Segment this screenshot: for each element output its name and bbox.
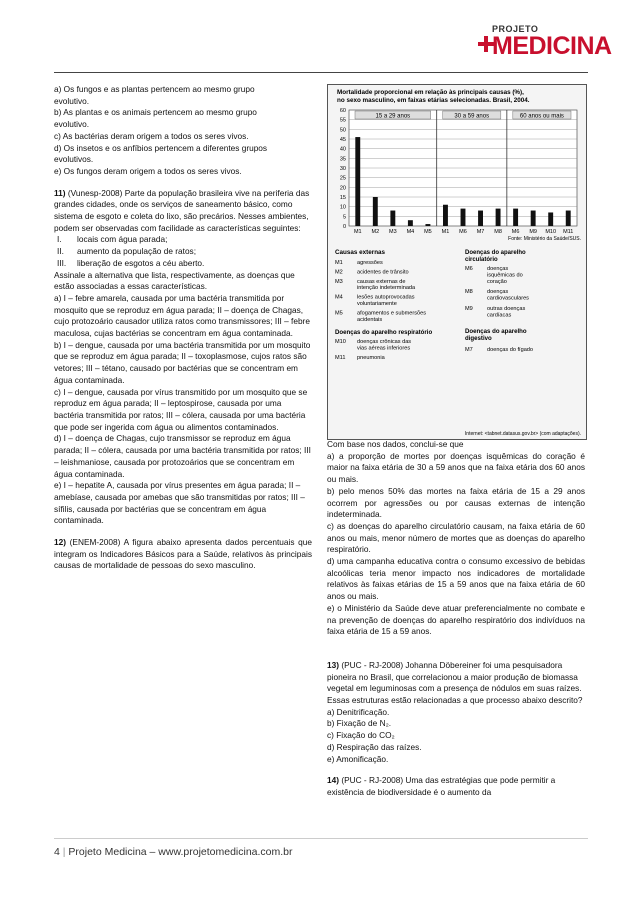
legend-code: M6: [465, 266, 473, 272]
question-number: 14): [327, 775, 339, 786]
question-number: 12): [54, 537, 66, 548]
x-tick-label: M1: [441, 229, 450, 235]
legend-desc: pneumonia: [357, 355, 385, 361]
bar-chart: [340, 108, 577, 235]
y-tick-label: 45: [339, 137, 346, 143]
figure-title-1: Mortalidade proporcional em relação às principais causas (%),: [337, 89, 524, 96]
y-tick-label: 30: [339, 166, 346, 172]
legend-code: M2: [335, 269, 343, 276]
question-intro: (PUC - RJ-2008) Uma das estratégias que pode permitir a existência de biodiversidade é o aumento da: [327, 775, 556, 797]
y-tick-label: 5: [342, 214, 346, 221]
x-tick-label: M6: [459, 229, 467, 235]
age-group-label: 30 a 59 anos: [454, 113, 490, 120]
logo-projeto-text: PROJETO: [492, 24, 539, 34]
list-item: I. locais com água parada;: [57, 234, 168, 245]
logo-medicina-text: MEDICINA: [492, 32, 612, 60]
option-b: b) I – dengue, causada por uma bactéria transmitida por um mosquito que se reproduz em água parada; II – toxoplasmose, cujos ratos são vetores; III – tétano, causado por bactérias que se concentram em água contaminada.: [54, 339, 311, 385]
list-item: II. aumento da população de ratos;: [57, 246, 197, 257]
bar-m11: [566, 211, 571, 226]
legend-desc: afogamentos e submersões acidentais: [357, 310, 427, 323]
age-group-label: 15 a 29 anos: [375, 113, 411, 120]
right-column: [327, 439, 585, 799]
option-line: evolutivo.: [54, 95, 90, 106]
x-tick-label: M5: [424, 229, 432, 235]
question-conclusion: Com base nos dados, conclui-se que: [327, 439, 464, 449]
mortality-figure: [327, 84, 587, 440]
legend-desc: lesões autoprovocadas voluntariamente: [357, 294, 415, 307]
x-tick-label: M3: [389, 229, 397, 235]
y-tick-label: 55: [339, 117, 346, 124]
legend-desc: doenças isquêmicas do coração: [487, 266, 523, 285]
footer-text: Projeto Medicina – www.projetomedicina.com.br: [68, 846, 293, 858]
legend-code: M10: [335, 339, 346, 346]
legend-head-digestive: Doenças do aparelho digestivo: [465, 327, 527, 342]
age-group-label: 60 anos ou mais: [519, 113, 564, 120]
legend-code: M8: [465, 289, 473, 296]
x-tick-label: M4: [406, 229, 415, 235]
legend-desc: doenças crônicas das vias aéreas inferiores: [357, 339, 412, 352]
figure-title-2: no sexo masculino, em faixas etárias selecionadas. Brasil, 2004.: [337, 97, 530, 104]
question-number: 11): [54, 187, 66, 198]
option-e: e) Amonificação.: [327, 753, 389, 764]
bar-m9: [531, 211, 536, 226]
option-d: d) uma campanha educativa contra o consumo excessivo de bebidas alcoólicas teria menor impacto nos indicadores de mortalidade relativos às faixas etárias de 15 a 59 anos que na faixa etária de 60 anos ou mais.: [327, 556, 585, 602]
legend-desc: doenças do fígado: [487, 346, 534, 353]
question-11: [54, 188, 312, 235]
legend-desc: causas externas de intenção indeterminada: [357, 278, 416, 292]
option-line: d) Os insetos e os anfíbios pertencem a diferentes grupos: [54, 142, 268, 153]
option-a: a) a proporção de mortes por doenças isquêmicas do coração é maior na faixa etária de 30 a 59 anos que na faixa etária dos 60 anos ou mais.: [327, 450, 585, 485]
footer-separator: |: [62, 846, 66, 858]
header-rule: [54, 72, 588, 73]
bar-m5: [425, 224, 430, 226]
y-tick-label: 15: [339, 195, 346, 201]
question-intro: (Vunesp-2008) Parte da população brasileira vive na periferia das grandes cidades, onde os serviços de saneamento básico, como sistema de esgoto e coleta do lixo, são precários. Nesses ambientes, podem ser observadas com facilidade as características seguintes:: [54, 187, 310, 233]
x-tick-label: M1: [353, 229, 362, 235]
bar-m1: [355, 137, 360, 226]
list-item: III. liberação de esgotos a céu aberto.: [57, 257, 205, 268]
page-footer: [54, 846, 293, 858]
legend-code: M1: [335, 260, 343, 266]
option-c: c) Fixação do CO₂: [327, 730, 395, 741]
bar-m8: [496, 209, 501, 226]
option-line: b) As plantas e os animais pertencem ao mesmo grupo: [54, 107, 257, 118]
option-c: c) I – dengue, causada por vírus transmitido por um mosquito que se reproduz em água parada; II – leptospirose, causada por uma bactéria transmitida por ratos; III – cólera, causada por uma bactéria que pode ser ingerida com água ou alimentos contaminados.: [54, 386, 308, 432]
option-b: b) pelo menos 50% das mortes na faixa etária de 15 a 29 anos ocorrem por agressões ou por causas externas de intenção indeterminada.: [327, 485, 585, 520]
legend-code: M7: [465, 346, 473, 353]
y-tick-label: 25: [339, 175, 346, 182]
site-logo: [478, 18, 612, 66]
page-number: 4: [54, 846, 60, 858]
legend-desc: acidentes de trânsito: [357, 269, 409, 276]
question-number: 13): [327, 659, 339, 670]
x-tick-label: M6: [511, 229, 520, 235]
bar-m3: [390, 211, 395, 226]
legend-head-respiratory: Doenças do aparelho respiratório: [335, 329, 433, 337]
y-tick-label: 40: [339, 146, 346, 153]
x-tick-label: M9: [529, 229, 537, 235]
legend-code: M5: [335, 310, 343, 317]
question-14: [327, 775, 585, 798]
bar-m6: [461, 209, 466, 226]
y-tick-label: 35: [339, 156, 346, 163]
x-tick-label: M2: [371, 229, 380, 235]
bar-m6: [513, 209, 518, 226]
bar-m1: [443, 205, 448, 226]
question-intro: (ENEM-2008) A figura abaixo apresenta dados percentuais que integram os Indicadores Básicos para a Saúde, relativos às principais causas de mortalidade de pessoas do sexo masculino.: [54, 537, 312, 571]
option-line: evolutivos.: [54, 154, 94, 165]
legend-desc: agressões: [357, 260, 383, 266]
y-tick-label: 20: [339, 185, 346, 192]
legend-desc: outras doenças cardíacas: [487, 306, 526, 319]
option-a: a) I – febre amarela, causada por uma bactéria transmitida por mosquito que se reproduz em água parada; II – doença de Chagas, cujo protozoário causador utiliza ratos como transmissores; III – febre maculosa, cujas bactérias se concentram em água contaminada.: [54, 292, 310, 339]
x-tick-label: M7: [476, 229, 485, 235]
legend-head-external: Causas externas: [335, 249, 386, 256]
option-d: d) I – doença de Chagas, cujo transmissor se reproduz em água parada; II – cólera, causada por uma bactéria transmitida por ratos; III – leishmaniose, causada por protozoários que se concentram em água contaminada.: [54, 433, 311, 479]
option-line: evolutivo.: [54, 119, 90, 130]
option-d: d) Respiração das raízes.: [327, 741, 422, 752]
figure-source: Fonte: Ministério da Saúde/SUS.: [508, 236, 581, 242]
y-tick-label: 60: [339, 108, 346, 114]
figure-credit: Internet: <tabnet.datasus.gov.br> (com adaptações).: [464, 431, 581, 437]
x-tick-label: M8: [494, 229, 502, 235]
question-13: [327, 660, 585, 695]
question-stem: Essas estruturas estão relacionadas a que processo abaixo descrito?: [327, 695, 583, 706]
bar-m10: [548, 212, 553, 226]
option-a: a) Denitrificação.: [327, 706, 390, 717]
bar-m2: [373, 197, 378, 226]
option-e: e) I – hepatite A, causada por vírus presentes em água parada; II – amebíase, causada por amebas que são transmitidas por ratos; III – sífilis, causada por bactérias que se concentram em água contaminada.: [54, 480, 305, 526]
option-line: a) Os fungos e as plantas pertencem ao mesmo grupo: [54, 84, 255, 94]
x-tick-label: M10: [545, 229, 557, 235]
bar-m7: [478, 211, 483, 226]
x-tick-label: M11: [563, 229, 574, 235]
legend-code: M3: [335, 278, 343, 285]
legend-desc: doenças cardiovasculares: [487, 289, 529, 302]
bar-m4: [408, 220, 413, 226]
option-b: b) Fixação de N₂.: [327, 718, 392, 729]
footer-rule: [54, 838, 588, 839]
option-e: e) o Ministério da Saúde deve atuar preferencialmente no combate e na prevenção de doenças do aparelho respiratório dos indivíduos na faixa etária de 15 a 59 anos.: [327, 602, 585, 637]
y-tick-label: 50: [339, 127, 346, 134]
question-intro: (PUC - RJ-2008) Johanna Döbereiner foi uma pesquisadora pioneira no Brasil, que correlacionou a maior produção de biomassa vegetal em leguminosas com a presença de nódulos em suas raízes.: [327, 659, 582, 694]
legend-code: M4: [335, 294, 343, 301]
y-tick-label: 0: [342, 224, 346, 230]
legend-code: M11: [335, 355, 346, 361]
y-tick-label: 10: [339, 204, 346, 211]
legend-head-circulatory: Doenças do aparelho circulatório: [465, 250, 526, 263]
legend-code: M9: [465, 306, 473, 312]
question-stem: Assinale a alternativa que lista, respectivamente, as doenças que estão associadas a essas características.: [54, 269, 295, 292]
left-column: [54, 84, 312, 572]
question-12: [54, 537, 312, 572]
option-line: e) Os fungos deram origem a todos os seres vivos.: [54, 165, 242, 176]
option-line: c) As bactérias deram origem a todos os seres vivos.: [54, 130, 249, 141]
option-c: c) as doenças do aparelho circulatório causam, na faixa etária de 60 anos ou mais, menor número de mortes que as doenças do aparelho respiratório.: [327, 520, 585, 555]
